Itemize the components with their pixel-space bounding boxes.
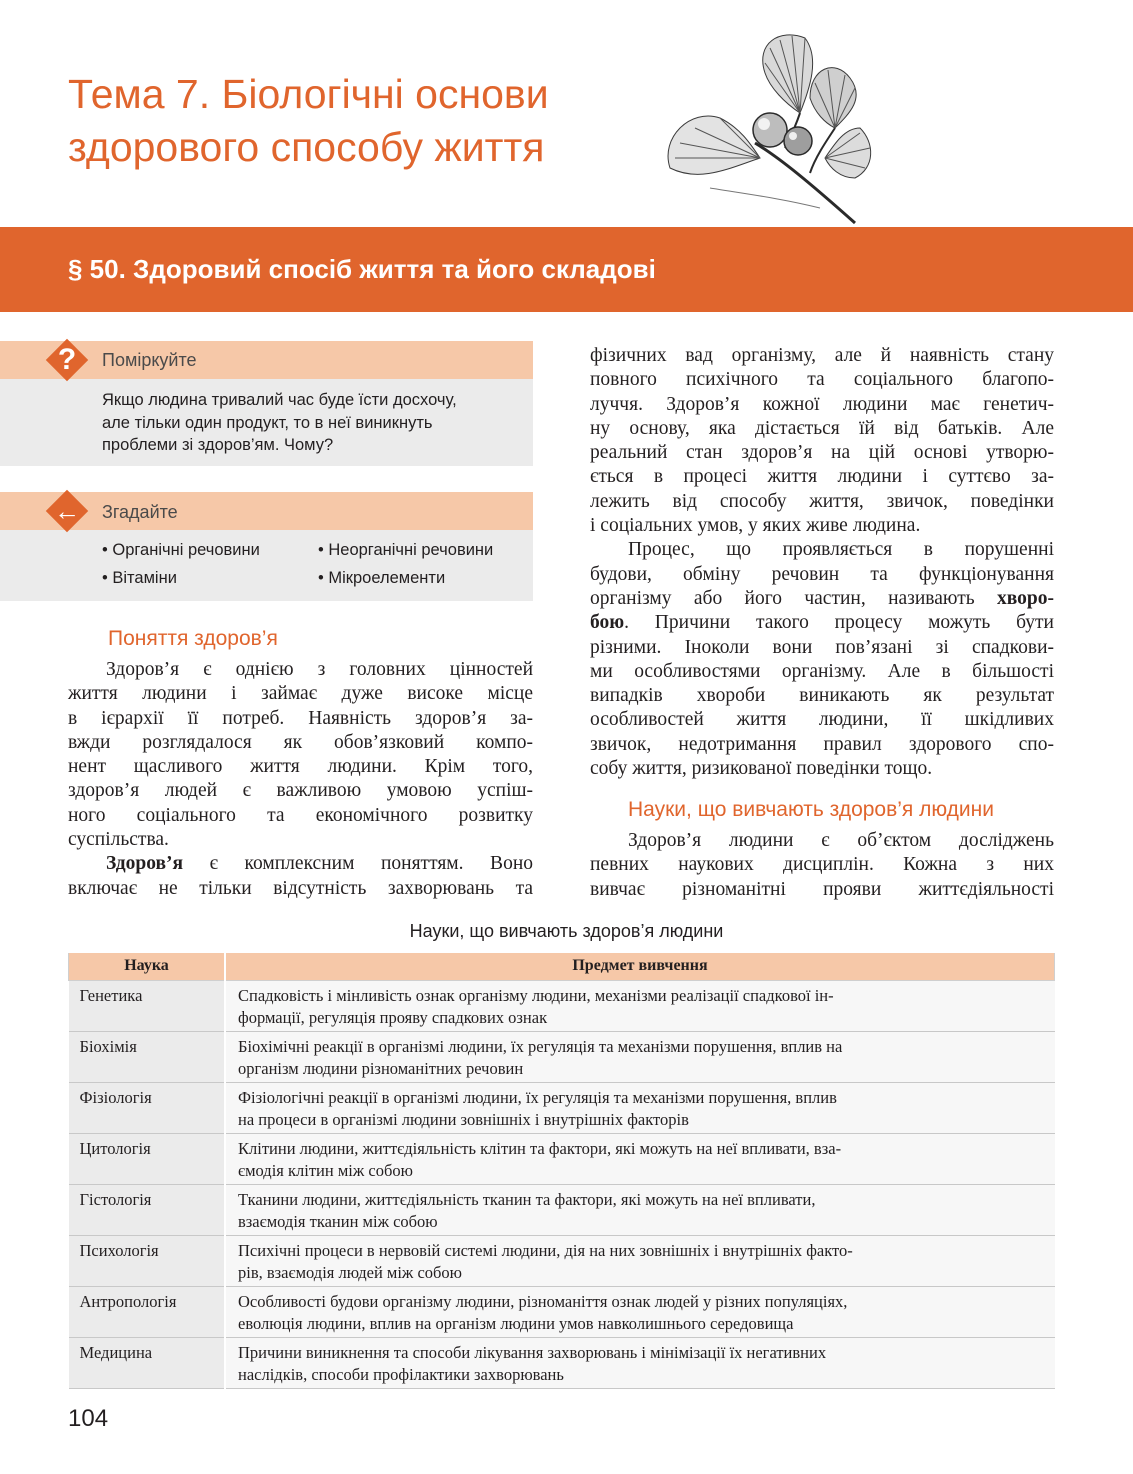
subject-line: рів, взаємодія людей між собою xyxy=(238,1262,462,1282)
recall-item: • Неорганічні речовини xyxy=(318,541,494,559)
subject-line: Психічні процеси в нервовій системі людини, дія на них зовнішніх і внутрішніх факто- xyxy=(238,1240,853,1260)
science-cell: Гістологія xyxy=(69,1184,226,1235)
subject-line: взаємодія тканин між собою xyxy=(238,1211,438,1231)
text-line: здоров’я людей є важливою умовою успіш- xyxy=(68,780,533,802)
text-line: ється в процесі життя людини і суттєво за- xyxy=(590,466,1054,488)
subject-line: Фізіологічні реакції в організмі людини, їх регуляція та механізми порушення, вплив xyxy=(238,1087,837,1107)
text-line: ного соціального та економічного розвитку xyxy=(68,804,533,826)
text-line: включає не тільки відсутність захворювань та xyxy=(68,877,533,899)
subheading-health-concept: Поняття здоров’я xyxy=(108,627,278,650)
right-column-text xyxy=(590,344,1054,781)
text-line: звичок, недотримання правил здорового спо- xyxy=(590,733,1054,755)
science-cell: Психологія xyxy=(69,1235,226,1286)
text-line: реальний стан здоров’я на цій основі утворю- xyxy=(590,442,1054,464)
subject-cell xyxy=(225,1082,1055,1133)
text-line xyxy=(68,852,533,876)
header-science: Наука xyxy=(69,953,226,980)
text-line xyxy=(590,611,1054,635)
think-line: Якщо людина тривалий час буде їсти досхочу, xyxy=(102,391,457,409)
think-box-question xyxy=(102,389,522,457)
subject-cell xyxy=(225,1337,1055,1388)
text-line: лежить від способу життя, звичок, поведінки xyxy=(590,490,1054,512)
text-line: луччя. Здоров’я кожної людини має генетич- xyxy=(590,393,1054,415)
subject-line: Спадковість і мінливість ознак організму людини, механізми реалізації спадкової ін- xyxy=(238,985,834,1005)
subject-line: еволюція людини, вплив на організм людини умов навколишнього середовища xyxy=(238,1313,794,1333)
term-disease: хворо- xyxy=(997,587,1054,609)
subheading-health-sciences: Науки, що вивчають здоров’я людини xyxy=(628,798,994,821)
term-disease-end: бою xyxy=(590,612,625,634)
subject-line: Причини виникнення та способи лікування захворювань і мінімізації їх негативних xyxy=(238,1342,827,1362)
text-line: вжди розглядалося як обов’язковий компо- xyxy=(68,731,533,753)
text-line xyxy=(590,587,1054,611)
table-row xyxy=(69,1235,1055,1286)
text-line: нент щасливого життя людини. Крім того, xyxy=(68,756,533,778)
science-cell: Медицина xyxy=(69,1337,226,1388)
section-title: § 50. Здоровий спосіб життя та його складові xyxy=(68,254,656,284)
table-row xyxy=(69,1337,1055,1388)
subject-cell xyxy=(225,1286,1055,1337)
arrow-left-icon: ← xyxy=(54,496,80,526)
subject-line: Тканини людини, життєдіяльність тканин та фактори, які можуть на неї впливати, xyxy=(238,1189,816,1209)
text-line: суспільства. xyxy=(68,829,169,851)
text-fragment: є комплексним поняттям. Воно xyxy=(183,853,533,875)
text-line: ну основу, яка дістається їй від батьків. Але xyxy=(590,417,1054,439)
ginkgo-illustration xyxy=(650,18,890,230)
subject-cell xyxy=(225,980,1055,1031)
table-caption: Науки, що вивчають здоров’я людини xyxy=(409,921,724,941)
recall-item: • Мікроелементи xyxy=(318,569,446,587)
left-column-text xyxy=(68,658,533,901)
science-cell: Фізіологія xyxy=(69,1082,226,1133)
page-number: 104 xyxy=(68,1405,109,1432)
subject-cell xyxy=(225,1235,1055,1286)
text-line: будови, обміну речовин та функціонування xyxy=(590,563,1054,585)
text-line: в ієрархії її потреб. Наявність здоров’я за- xyxy=(68,707,533,729)
question-mark-icon: ? xyxy=(57,343,77,376)
recall-item: • Органічні речовини xyxy=(102,541,260,559)
text-line: різними. Іноколи вони пов’язані зі спадкови- xyxy=(590,636,1054,658)
science-cell: Генетика xyxy=(69,980,226,1031)
subject-cell xyxy=(225,1133,1055,1184)
table-row xyxy=(69,1133,1055,1184)
think-line: проблеми зі здоров’ям. Чому? xyxy=(102,436,334,454)
science-cell: Біохімія xyxy=(69,1031,226,1082)
text-line: вивчає різноманітні прояви життєдіяльності xyxy=(590,878,1054,900)
text-line: фізичних вад організму, але й наявність стану xyxy=(590,345,1054,366)
topic-title xyxy=(68,68,668,174)
text-line: певних наукових дисциплін. Кожна з них xyxy=(590,854,1054,876)
table-row xyxy=(69,980,1055,1031)
science-cell: Цитологія xyxy=(69,1133,226,1184)
table-row xyxy=(69,1082,1055,1133)
header-subject: Предмет вивчення xyxy=(225,953,1055,980)
table-row xyxy=(69,1031,1055,1082)
subject-line: ємодія клітин між собою xyxy=(238,1160,413,1180)
text-line: Здоров’я людини є об’єктом досліджень xyxy=(628,830,1054,851)
subject-line: на процеси в організмі людини зовнішніх і внутрішніх факторів xyxy=(238,1109,689,1129)
subject-cell xyxy=(225,1031,1055,1082)
subject-line: Клітини людини, життєдіяльність клітин та фактори, які можуть на неї впливати, вза- xyxy=(238,1138,842,1158)
text-line: життя людини і займає дуже високе місце xyxy=(68,683,533,705)
table-header-row xyxy=(69,953,1055,980)
text-fragment: організму або його частин, називають xyxy=(590,587,997,609)
subject-line: організм людини різноманітних речовин xyxy=(238,1058,524,1078)
text-line: Процес, що проявляється в порушенні xyxy=(628,539,1054,561)
think-box-label: Поміркуйте xyxy=(102,350,197,370)
text-line: собу життя, ризикованої поведінки тощо. xyxy=(590,758,933,780)
text-line: Здоров’я є однією з головних цінностей xyxy=(106,659,533,680)
recall-box-label: Згадайте xyxy=(102,502,178,522)
subject-line: Особливості будови організму людини, різноманіття ознак людей у різних популяціях, xyxy=(238,1291,848,1311)
subject-cell xyxy=(225,1184,1055,1235)
subject-line: наслідків, способи профілактики захворювань xyxy=(238,1364,564,1384)
text-line: і соціальних умов, у яких живе людина. xyxy=(590,515,921,537)
topic-title-line-2: здорового способу життя xyxy=(68,124,545,170)
text-line: ми особливостями організму. Але в більшості xyxy=(590,660,1054,682)
topic-title-line-1: Тема 7. Біологічні основи xyxy=(68,71,549,117)
right-column-text-2 xyxy=(590,829,1054,902)
sciences-table xyxy=(68,953,1055,1389)
table-row xyxy=(69,1286,1055,1337)
subject-line: формації, регуляція прояву спадкових ознак xyxy=(238,1007,548,1027)
text-line: випадків хвороби виникають як результат xyxy=(590,685,1054,707)
text-fragment: . Причини такого процесу можуть бути xyxy=(624,612,1054,634)
science-cell: Антропологія xyxy=(69,1286,226,1337)
text-line: особливостей життя людини, її шкідливих xyxy=(590,709,1054,731)
text-line: повного психічного та соціального благопо- xyxy=(590,369,1054,391)
recall-item: • Вітаміни xyxy=(102,569,177,587)
subject-line: Біохімічні реакції в організмі людини, їх регуляція та механізми порушення, вплив на xyxy=(238,1036,843,1056)
table-row xyxy=(69,1184,1055,1235)
term-health: Здоров’я xyxy=(106,853,184,875)
think-line: але тільки один продукт, то в неї виникнуть xyxy=(102,413,433,432)
